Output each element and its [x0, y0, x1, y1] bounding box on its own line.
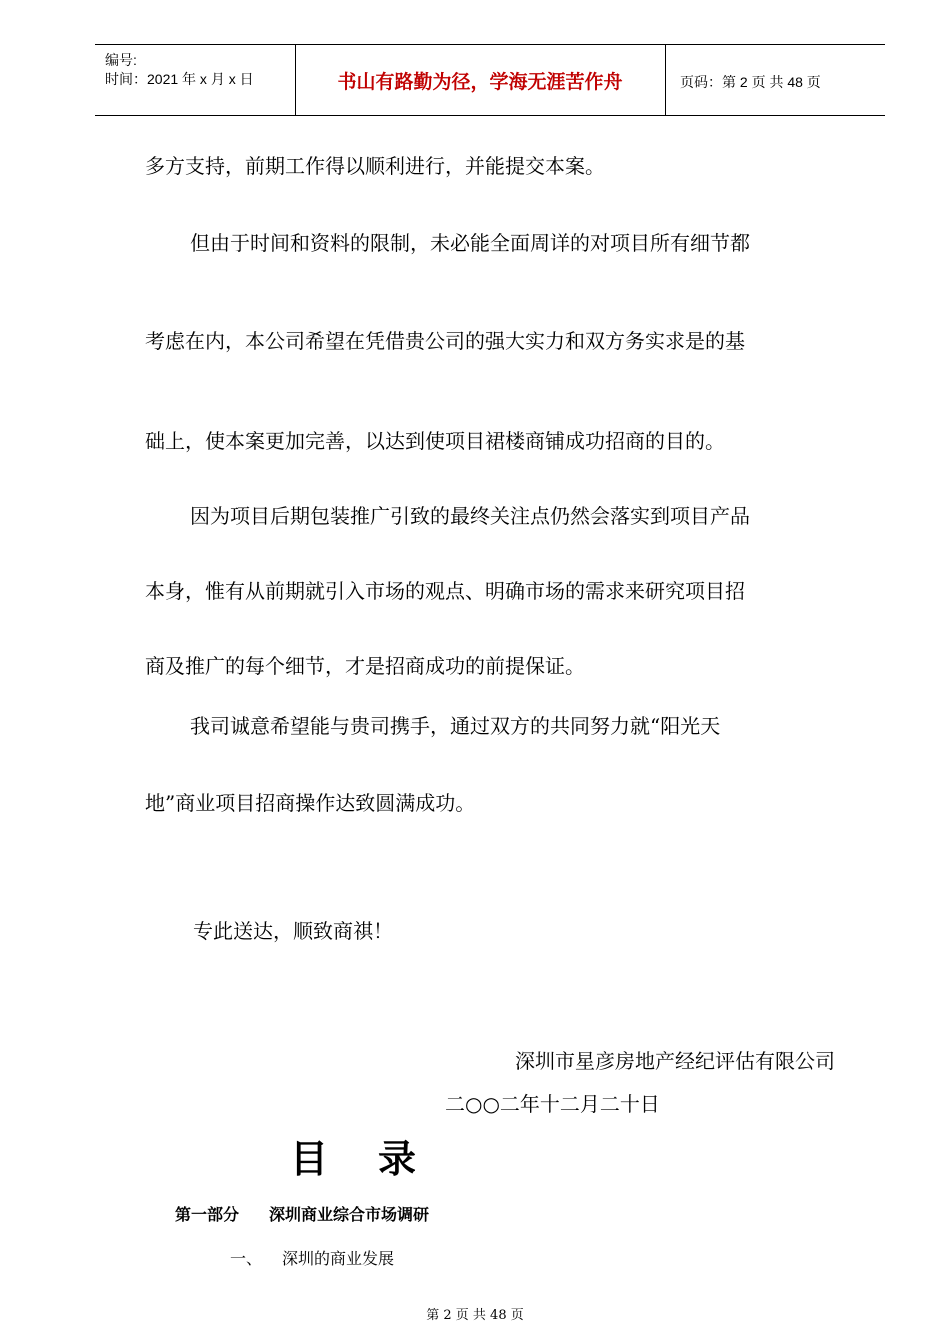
- paragraph-line: 地”商业项目招商操作达致圆满成功。: [145, 791, 476, 815]
- header-number-label: 编号:: [105, 52, 137, 68]
- toc-section-entry: [230, 1246, 394, 1269]
- paragraph-line: 因为项目后期包装推广引致的最终关注点仍然会落实到项目产品: [190, 504, 750, 528]
- toc-part-entry: [175, 1202, 429, 1225]
- paragraph-line: 我司诚意希望能与贵司携手，通过双方的共同努力就“阳光天: [190, 714, 721, 738]
- company-name: 深圳市星彦房地产经纪评估有限公司: [515, 1049, 835, 1073]
- closing-line: 专此送达，顺致商祺！: [193, 919, 393, 943]
- paragraph-line: 础上，使本案更加完善，以达到使项目裙楼商铺成功招商的目的。: [145, 429, 725, 453]
- page-footer: 第 2 页 共 48 页: [426, 1308, 524, 1323]
- header-meta: [105, 51, 254, 89]
- paragraph-line: 考虑在内，本公司希望在凭借贵公司的强大实力和双方务实求是的基: [145, 329, 745, 353]
- document-date: 二○○二年十二月二十日: [445, 1092, 660, 1116]
- header-motto: 书山有路勤为径，学海无涯苦作舟: [337, 71, 623, 93]
- paragraph-line: 多方支持，前期工作得以顺利进行，并能提交本案。: [145, 154, 605, 178]
- page-header: [95, 44, 885, 116]
- toc-section-title: 深圳的商业发展: [282, 1249, 395, 1268]
- paragraph-line: 本身，惟有从前期就引入市场的观点、明确市场的需求来研究项目招: [145, 579, 745, 603]
- header-divider: [665, 45, 666, 115]
- header-time-label: 时间：2021 年 x 月 x 日: [105, 71, 254, 87]
- toc-part-title: 深圳商业综合市场调研: [269, 1205, 430, 1224]
- paragraph-line: 商及推广的每个细节，才是招商成功的前提保证。: [145, 654, 585, 678]
- paragraph-line: 但由于时间和资料的限制，未必能全面周详的对项目所有细节都: [190, 231, 750, 255]
- toc-section-label: 一、: [230, 1249, 263, 1268]
- header-page-info: 页码：第 2 页 共 48 页: [680, 74, 821, 90]
- toc-title: 目录: [290, 1137, 467, 1181]
- toc-part-label: 第一部分: [175, 1205, 240, 1224]
